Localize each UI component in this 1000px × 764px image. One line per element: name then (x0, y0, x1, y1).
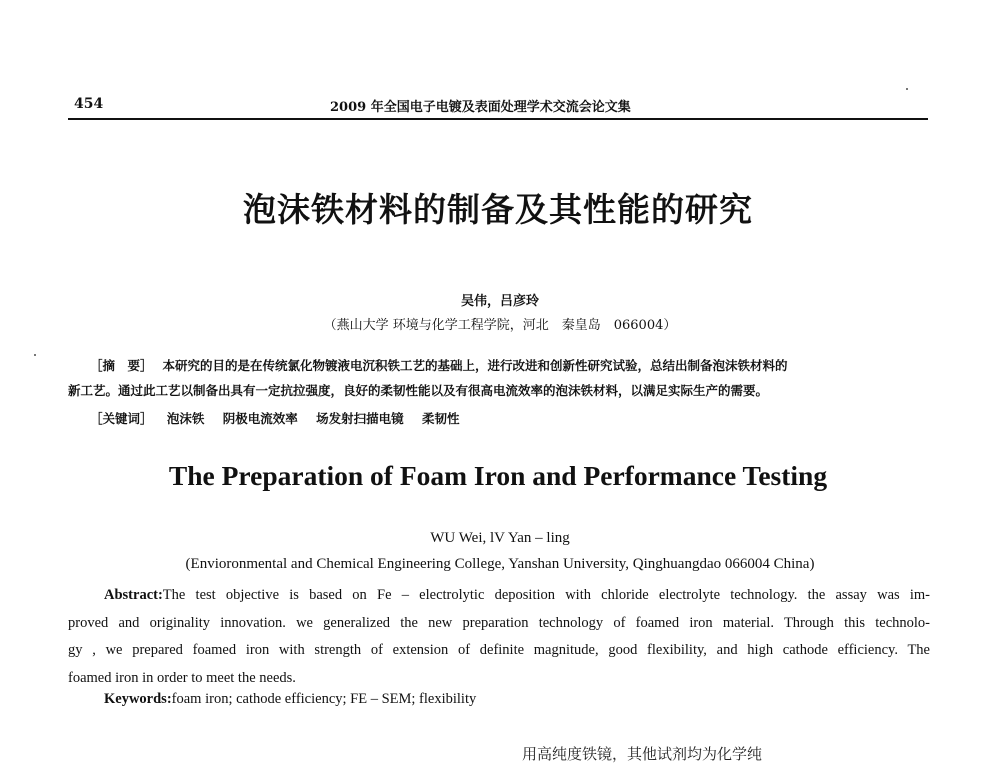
abstract-cn-line-1 (68, 353, 930, 378)
scan-artifact (34, 354, 36, 356)
abstract-cn-label: ［摘 要］ (90, 358, 153, 373)
keyword-cn-item: 阴极电流效率 (222, 411, 298, 426)
abstract-en-label: Abstract: (104, 587, 163, 603)
abstract-en (68, 582, 930, 692)
abstract-en-line-1 (68, 582, 930, 610)
keyword-cn-item: 场发射扫描电镜 (316, 411, 404, 426)
body-text-fragment: 用高纯度铁镜，其他试剂均为化学纯 (522, 745, 763, 763)
keywords-en (104, 691, 476, 708)
authors-en: WU Wei, lV Yan – ling (430, 530, 570, 546)
abstract-en-line-4: foamed iron in order to meet the needs. (68, 669, 296, 686)
keywords-en-label: Keywords: (104, 691, 172, 707)
abstract-en-line-2: proved and originality innovation. we generalized the new preparation technology of foamed iron material. Through this technolo- (68, 614, 930, 631)
abstract-en-text-1: The test objective is based on Fe – electrolytic deposition with chloride electrolyte technology. the assay was im- (162, 587, 930, 603)
abstract-cn-line-2: 新工艺。通过此工艺以制备出具有一定抗拉强度，良好的柔韧性能以及有很高电流效率的泡沫铁材料，以满足实际生产的需要。 (68, 383, 769, 398)
paper-title-cn: 泡沫铁材料的制备及其性能的研究 (243, 190, 753, 229)
affiliation-en: (Envioronmental and Chemical Engineering College, Yanshan University, Qinghuangdao 066004 China) (185, 556, 815, 572)
keywords-cn-label: ［关键词］ (90, 411, 153, 426)
header-rule (68, 118, 928, 120)
scan-artifact (906, 88, 908, 90)
page-number: 454 (74, 96, 104, 112)
authors-cn: 吴伟，吕彦玲 (460, 294, 539, 309)
abstract-cn-text-1: 本研究的目的是在传统氯化物镀液电沉积铁工艺的基础上，进行改进和创新性研究试验，总结出制备泡沫铁材料的 (162, 358, 788, 373)
abstract-en-line-3: gy , we prepared foamed iron with strength of extension of definite magnitude, good flexibility, and high cathode efficiency. The (68, 642, 930, 658)
running-header: 2009 年全国电子电镀及表面处理学术交流会论文集 (330, 100, 631, 115)
keywords-en-text: foam iron; cathode efficiency; FE – SEM; flexibility (171, 691, 477, 707)
keyword-cn-item: 泡沫铁 (166, 411, 205, 426)
affiliation-cn: （燕山大学 环境与化学工程学院，河北 秦皇岛 066004） (323, 318, 677, 333)
keyword-cn-item: 柔韧性 (422, 411, 460, 426)
abstract-cn (68, 353, 930, 403)
paper-title-en: The Preparation of Foam Iron and Performance Testing (168, 460, 828, 491)
keywords-cn (90, 409, 474, 427)
